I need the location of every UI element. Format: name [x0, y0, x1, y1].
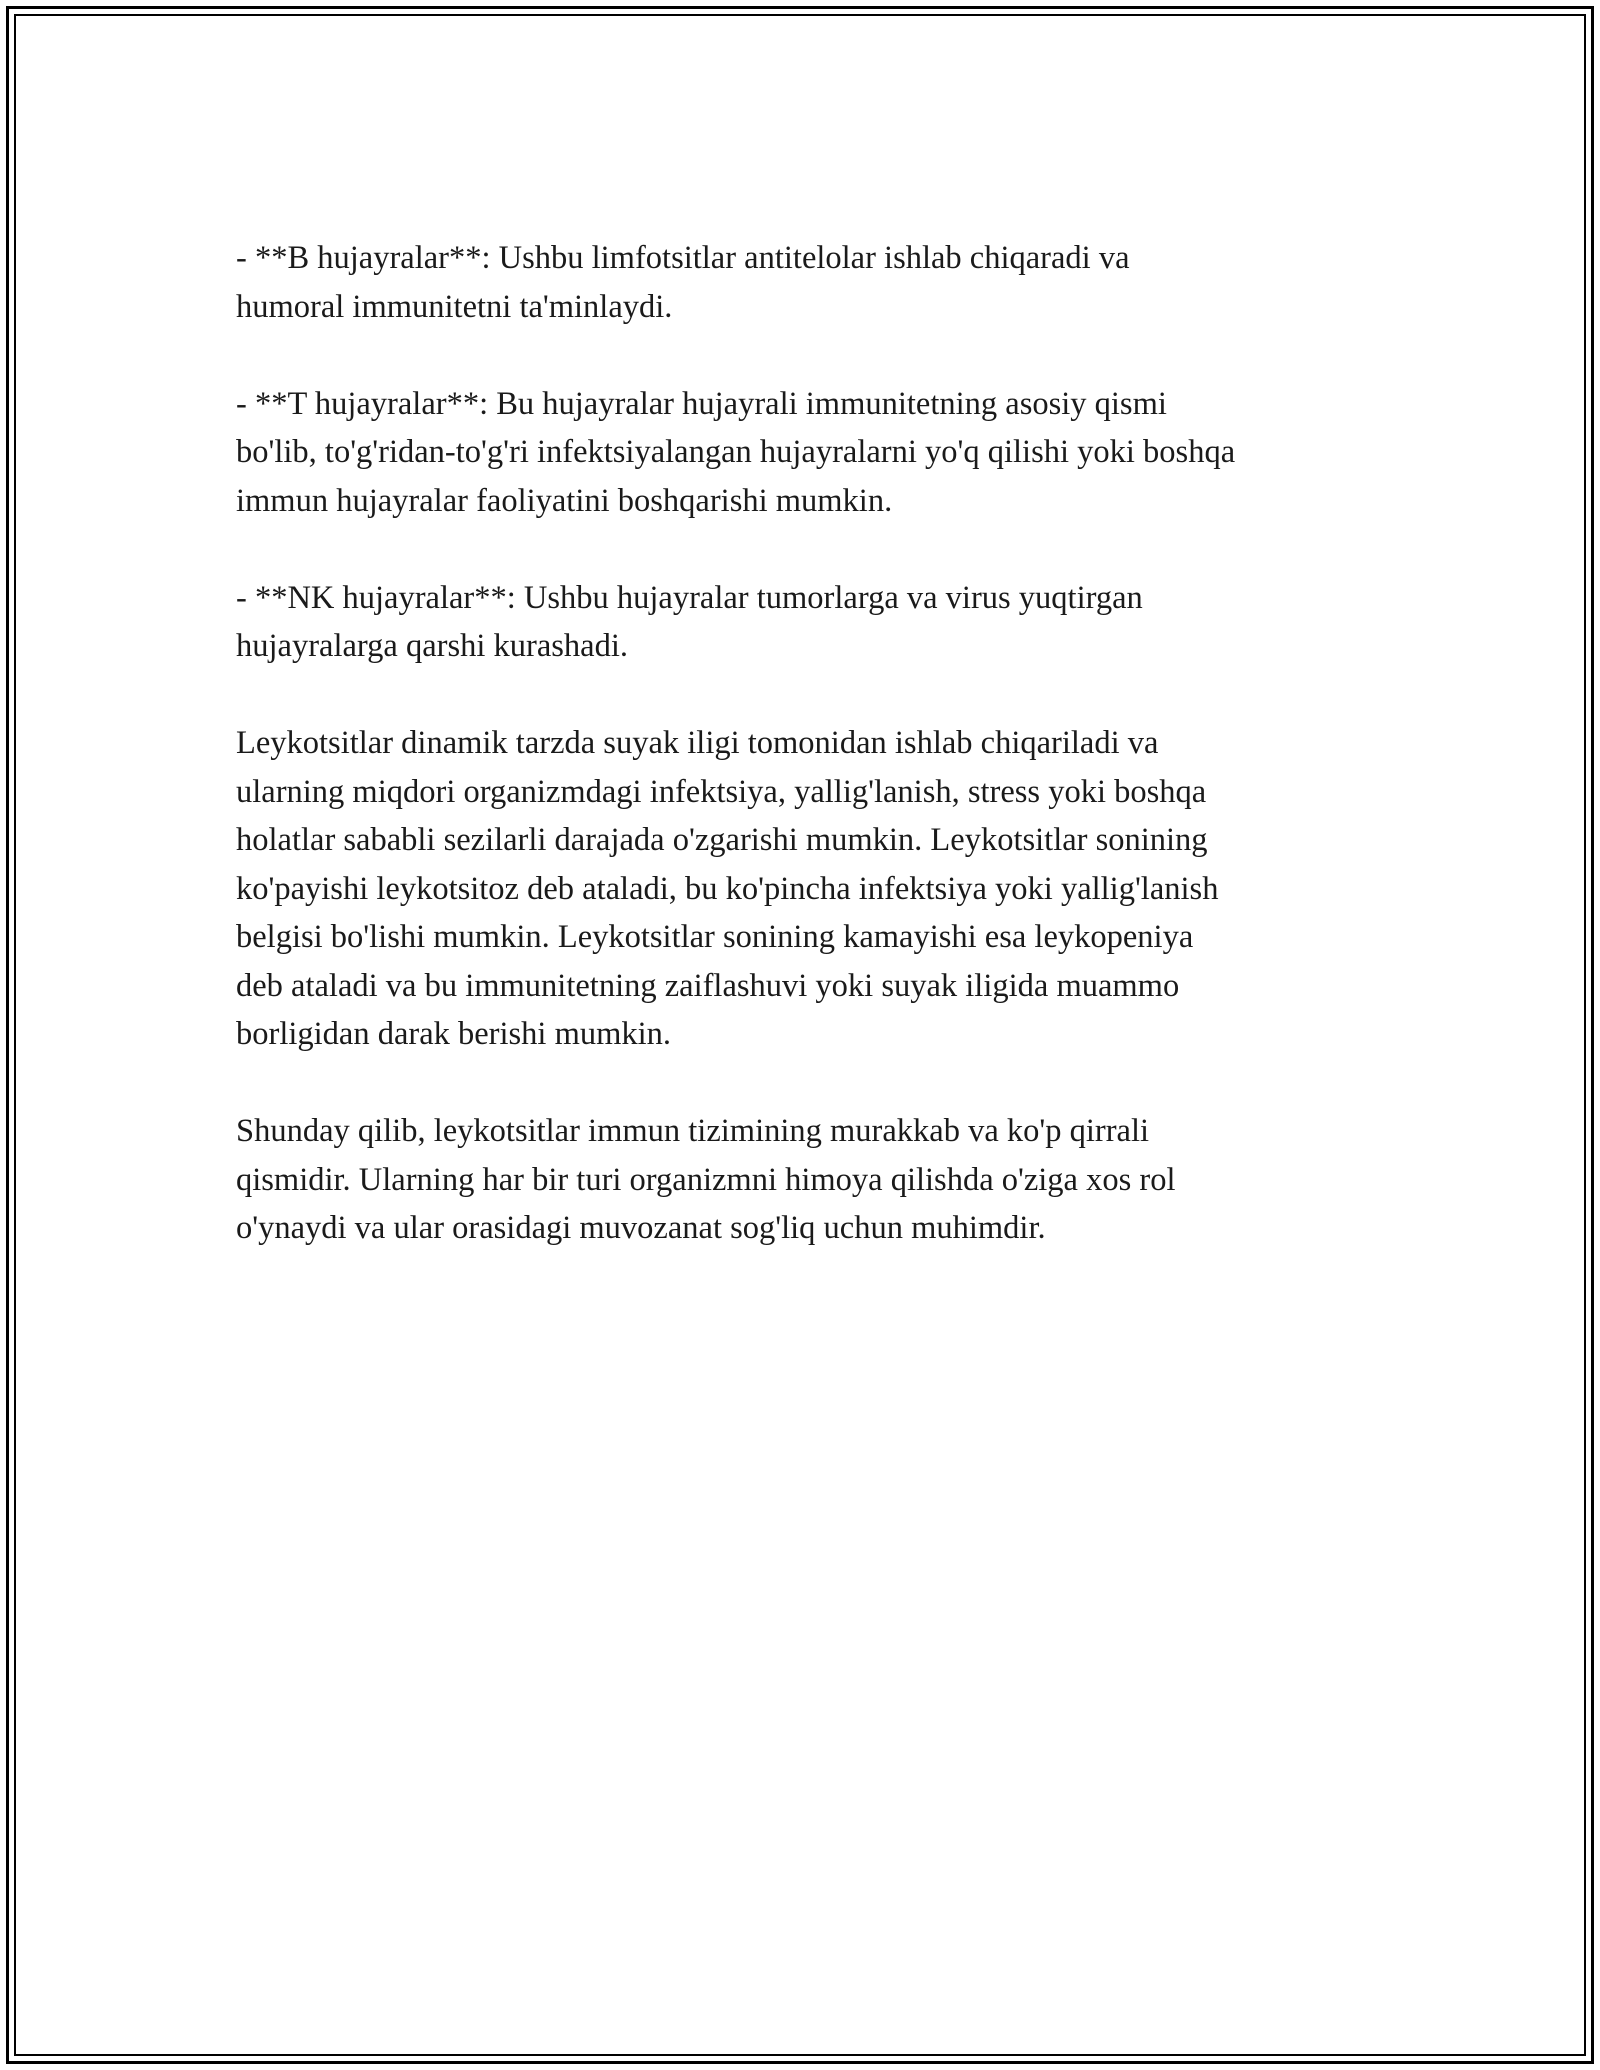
document-body	[236, 234, 1396, 1301]
text-line: immun hujayralar faoliyatini boshqarishi mumkin.	[236, 482, 893, 519]
paragraph-nk-cells	[236, 574, 1396, 671]
text-line: - **T hujayralar**: Bu hujayralar hujayrali immunitetning asosiy qismi	[236, 385, 1167, 422]
text-line: holatlar sababli sezilarli darajada o'zgarishi mumkin. Leykotsitlar sonining	[236, 822, 1208, 858]
text-line: borligidan darak berishi mumkin.	[236, 1016, 672, 1052]
text-line: ularning miqdori organizmdagi infektsiya, yallig'lanish, stress yoki boshqa	[236, 773, 1207, 810]
text-line: deb ataladi va bu immunitetning zaiflashuvi yoki suyak iligida muammo	[236, 967, 1180, 1004]
paragraph-conclusion	[236, 1107, 1396, 1253]
text-line: Shunday qilib, leykotsitlar immun tizimining murakkab va ko'p qirrali	[236, 1113, 1150, 1149]
text-line: qismidir. Ularning har bir turi organizmni himoya qilishda o'ziga xos rol	[236, 1161, 1176, 1198]
text-line: bo'lib, to'g'ridan-to'g'ri infektsiyalangan hujayralarni yo'q qilishi yoki boshqa	[236, 434, 1236, 470]
paragraph-leukocyte-dynamics	[236, 719, 1396, 1059]
text-line: - **B hujayralar**: Ushbu limfotsitlar antitelolar ishlab chiqaradi va	[236, 240, 1130, 276]
text-line: o'ynaydi va ular orasidagi muvozanat sog'liq uchun muhimdir.	[236, 1210, 1046, 1246]
paragraph-t-cells	[236, 380, 1396, 526]
text-line: belgisi bo'lishi mumkin. Leykotsitlar sonining kamayishi esa leykopeniya	[236, 919, 1194, 955]
text-line: hujayralarga qarshi kurashadi.	[236, 628, 628, 664]
text-line: humoral immunitetni ta'minlaydi.	[236, 288, 673, 325]
text-line: - **NK hujayralar**: Ushbu hujayralar tumorlarga va virus yuqtirgan	[236, 579, 1143, 616]
paragraph-b-cells	[236, 234, 1396, 331]
text-line: Leykotsitlar dinamik tarzda suyak iligi tomonidan ishlab chiqariladi va	[236, 725, 1159, 761]
text-line: ko'payishi leykotsitoz deb ataladi, bu ko'pincha infektsiya yoki yallig'lanish	[236, 870, 1219, 907]
